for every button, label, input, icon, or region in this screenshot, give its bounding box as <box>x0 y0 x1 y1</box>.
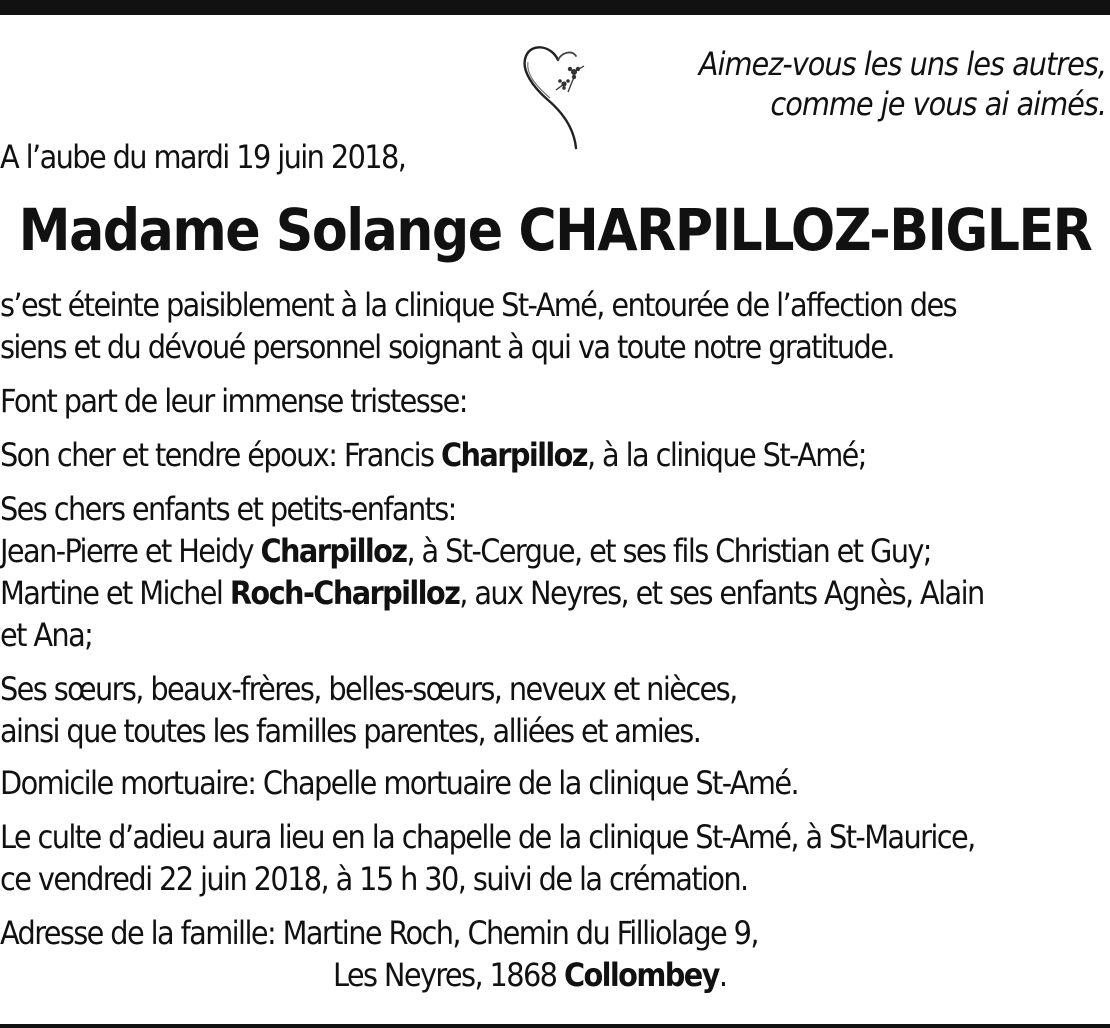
announcement-paragraph <box>0 284 1110 368</box>
relatives-line-1: Ses sœurs, beaux-frères, belles-sœurs, neveux et nièces, <box>0 670 737 708</box>
spouse-name: Charpilloz <box>440 436 587 474</box>
announcement-line-1: s’est éteinte paisiblement à la clinique St-Amé, entourée de l’affection des <box>0 286 956 324</box>
domicile-line <box>0 762 1110 804</box>
address-city: Collombey <box>563 956 719 994</box>
epigraph-quote <box>699 44 1106 124</box>
bottom-border-rule <box>0 1024 1110 1028</box>
child2-prefix: Martine et Michel <box>0 574 230 612</box>
address-paragraph <box>0 912 1110 996</box>
relatives-line-2: ainsi que toutes les familles parentes, alliées et amies. <box>0 712 701 750</box>
relatives-paragraph <box>0 668 1110 752</box>
opening-dateline: A l’aube du mardi 19 juin 2018, <box>0 138 406 176</box>
child2-suffix: , aux Neyres, et ses enfants Agnès, Alain <box>459 574 984 612</box>
ceremony-line-1: Le culte d’adieu aura lieu en la chapelle de la clinique St-Amé, à St-Maurice, <box>0 818 975 856</box>
address-line2-suffix: . <box>718 956 727 994</box>
domicile-text: Domicile mortuaire: Chapelle mortuaire de la clinique St-Amé. <box>0 764 798 802</box>
spouse-prefix: Son cher et tendre époux: Francis <box>0 436 441 474</box>
intro-text: Font part de leur immense tristesse: <box>0 382 467 420</box>
address-line-1: Adresse de la famille: Martine Roch, Chemin du Filliolage 9, <box>0 914 758 952</box>
child2-continuation: et Ana; <box>0 616 93 654</box>
child1-suffix: , à St-Cergue, et ses fils Christian et Guy; <box>406 532 931 570</box>
intro-line <box>0 380 1110 422</box>
ceremony-line-2: ce vendredi 22 juin 2018, à 15 h 30, suivi de la crémation. <box>0 860 748 898</box>
ceremony-paragraph <box>0 816 1110 900</box>
spouse-suffix: , à la clinique St-Amé; <box>586 436 866 474</box>
announcement-line-2: siens et du dévoué personnel soignant à qui va toute notre gratitude. <box>0 328 894 366</box>
address-line2-prefix: Les Neyres, 1868 <box>333 956 564 994</box>
spouse-line <box>0 434 1110 476</box>
child1-prefix: Jean-Pierre et Heidy <box>0 532 261 570</box>
top-border-rule <box>0 0 1110 15</box>
quote-line-1: Aimez-vous les uns les autres, <box>698 45 1106 83</box>
children-paragraph <box>0 488 1110 656</box>
child2-name: Roch-Charpilloz <box>229 574 460 612</box>
quote-line-2: comme je vous ai aimés. <box>770 85 1106 123</box>
heart-with-flowers-icon <box>518 40 590 152</box>
child1-name: Charpilloz <box>260 532 407 570</box>
children-heading: Ses chers enfants et petits-enfants: <box>0 490 456 528</box>
deceased-name: Madame Solange CHARPILLOZ-BIGLER <box>18 196 1092 264</box>
